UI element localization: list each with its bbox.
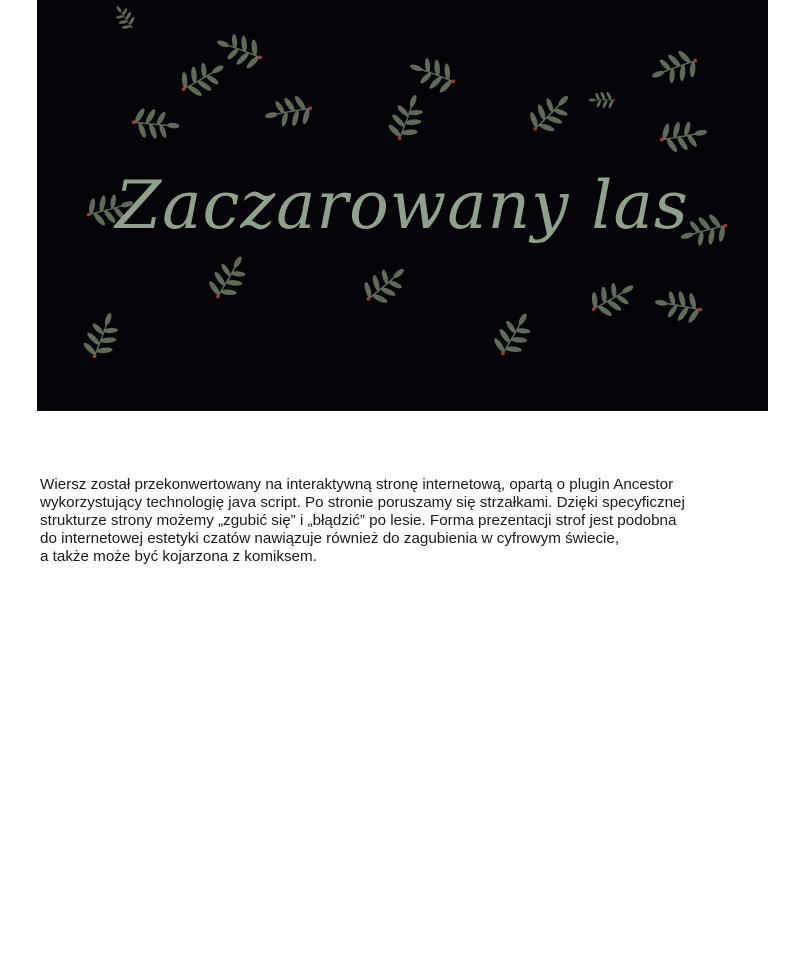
fern-leaf-icon: [523, 85, 579, 141]
description-line: wykorzystujący technologię java script. Po stronie poruszamy się strzałkami. Dzięki specyficznej: [40, 494, 685, 511]
banner-title: Zaczarowany las: [115, 167, 689, 244]
fern-leaf-icon: [110, 1, 139, 33]
fern-leaf-icon: [652, 286, 704, 325]
fern-leaf-icon: [131, 106, 181, 141]
description-line: Wiersz został przekonwertowany na interaktywną stronę internetową, opartą o plugin Ancestor: [40, 476, 674, 493]
fern-leaf-icon: [584, 273, 641, 324]
fern-leaf-icon: [488, 306, 539, 363]
fern-leaf-icon: [657, 116, 709, 155]
fern-leaf-icon: [647, 45, 703, 91]
fern-leaf-icon: [384, 90, 430, 146]
fern-leaf-icon: [405, 51, 461, 97]
forest-illustration: [37, 0, 768, 411]
title-banner: [37, 0, 768, 411]
description-line: a także może być kojarzona z komiksem.: [40, 548, 317, 565]
fern-leaf-icon: [174, 53, 231, 104]
description-paragraph: [40, 476, 770, 566]
description-line: strukturze strony możemy „zgubić się” i „błądzić” po lesie. Forma prezentacji strof jest podobna: [40, 512, 677, 529]
fern-leaf-icon: [589, 91, 616, 108]
fern-leaf-icon: [203, 249, 254, 306]
fern-leaf-icon: [357, 257, 414, 312]
fern-leaf-icon: [262, 93, 314, 132]
fern-leaf-icon: [79, 308, 125, 364]
description-line: do internetowej estetyki czatów nawiązuje również do zagubienia w cyfrowym świecie,: [40, 530, 620, 547]
